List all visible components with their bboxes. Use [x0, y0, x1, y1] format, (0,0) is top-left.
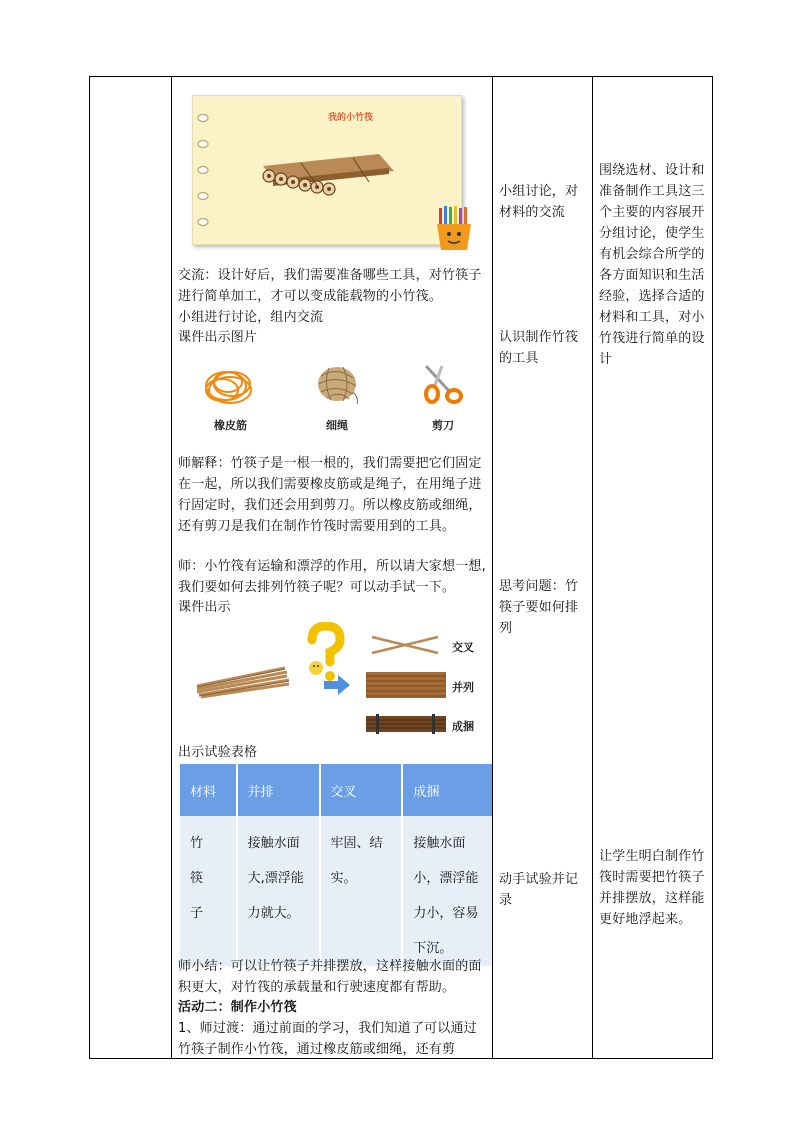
teacher-question: 师：小竹筏有运输和漂浮的作用，所以请大家想一想,我们要如何去排列竹筷子呢？可以动手试一下。: [178, 559, 486, 595]
experiment-table-header: [180, 764, 492, 816]
arrangement-label-cross: 交叉: [452, 641, 474, 654]
student-activity-experiment: 动手试验并记录: [499, 872, 579, 908]
cell-material: 竹 筷 子: [180, 816, 237, 966]
arrangement-label-bundle: 成捆: [452, 720, 474, 733]
parallel-chopsticks-icon: [366, 672, 446, 698]
scissors-icon: [420, 362, 464, 406]
header-cross: 交叉: [320, 764, 403, 816]
show-table-text: 出示试验表格: [178, 745, 258, 760]
student-activity-discuss: 小组讨论，对材料的交流: [499, 184, 579, 220]
show-courseware-text: 课件出示: [178, 600, 231, 615]
teacher-explanation: 师解释：竹筷子是一根一根的，我们需要把它们固定在一起，所以我们需要橡皮筋或是绳子，在用绳子进行固定时，我们还会用到剪刀。所以橡皮筋或细绳，还有剪刀是我们在制作竹筏时需要用到的工具。: [178, 456, 482, 534]
column-divider-2: [492, 76, 493, 1059]
notebook-title: 我的小竹筏: [328, 113, 374, 123]
experiment-table: [180, 764, 492, 966]
activity-two-heading: 活动二：制作小竹筏: [178, 1000, 297, 1015]
exchange-paragraph: 交流：设计好后，我们需要准备哪些工具，对竹筷子进行简单加工，才可以变成能载物的小竹筏。: [178, 268, 482, 304]
header-side-by-side: 并排: [237, 764, 320, 816]
column-divider-3: [592, 76, 593, 1059]
column-divider-1: [171, 76, 172, 1059]
show-images-text: 课件出示图片: [178, 330, 258, 345]
cell-side-by-side: 接触水面大,漂浮能力就大。: [237, 816, 320, 966]
header-material: 材料: [180, 764, 237, 816]
rubber-band-icon: [200, 362, 260, 410]
teacher-transition: 1、师过渡：通过前面的学习，我们知道了可以通过竹筷子制作小竹筏，通过橡皮筋或细绳，还有剪: [178, 1021, 477, 1057]
bamboo-raft-icon: [193, 96, 461, 244]
pencil-cup-icon: [434, 206, 474, 252]
student-activity-tools: 认识制作竹筏的工具: [499, 330, 579, 366]
tool-label-rubber-band: 橡皮筋: [214, 419, 247, 432]
arrow-right-icon: [324, 675, 350, 695]
header-bundle: 成捆: [402, 764, 492, 816]
tool-label-twine: 细绳: [326, 419, 348, 432]
arrangement-label-parallel: 并列: [452, 681, 474, 694]
group-discussion-text: 小组进行讨论，组内交流: [178, 310, 324, 325]
design-intent-1: 围绕选材、设计和准备制作工具这三个主要的内容展开分组讨论，使学生有机会综合所学的各方面知识和生活经验，选择合适的材料和工具，对小竹筏进行简单的设计: [599, 163, 705, 367]
cell-cross: 牢固、结实。: [320, 816, 403, 966]
twine-ball-icon: [313, 362, 363, 406]
table-row: [180, 816, 492, 966]
teacher-summary: 师小结：可以让竹筷子并排摆放，这样接触水面的面积更大，对竹筏的承载量和行驶速度都有帮助。: [178, 959, 482, 995]
notebook-illustration: [192, 95, 462, 245]
tool-label-scissors: 剪刀: [432, 419, 454, 432]
bundled-chopsticks-icon: [366, 714, 446, 734]
design-intent-2: 让学生明白制作竹筏时需要把竹筷子并排摆放，这样能更好地浮起来。: [599, 849, 705, 927]
crossed-chopsticks-icon: [370, 633, 440, 657]
chopsticks-bundle-icon: [193, 660, 293, 700]
cell-bundle: 接触水面小，漂浮能力小，容易下沉。: [402, 816, 492, 966]
student-activity-think: 思考问题：竹筷子要如何排列: [499, 579, 579, 636]
